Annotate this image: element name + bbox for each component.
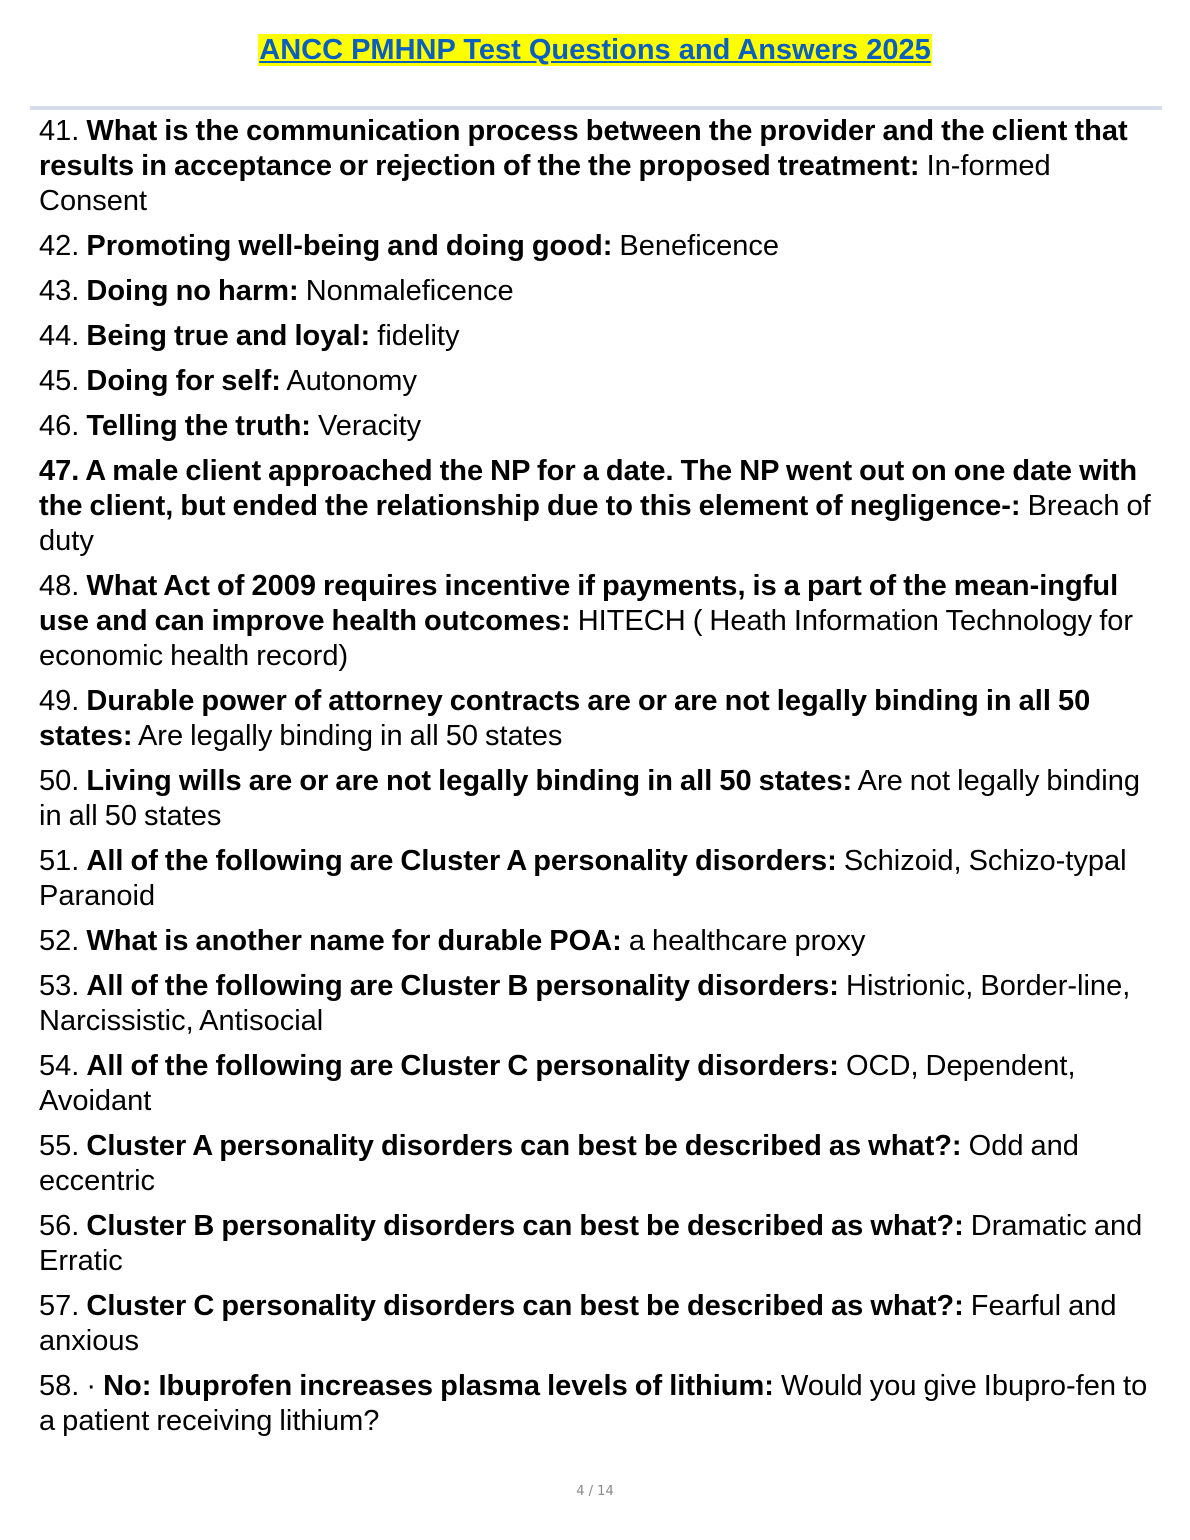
question-text: Being true and loyal: <box>86 320 371 352</box>
question-text: What is another name for durable POA: <box>86 925 622 957</box>
question-text: Living wills are or are not legally binding in all 50 states: <box>86 765 853 797</box>
question-text: Doing no harm: <box>86 275 299 307</box>
answer-text: Would you give Ibupro-fen to a patient receiving lithium? <box>39 1370 1148 1437</box>
qa-item-42 <box>39 229 1155 264</box>
qa-item-48 <box>39 569 1155 674</box>
question-text: What Act of 2009 requires incentive if payments, is a part of the mean-ingful use and can improve health outcomes: <box>39 570 1119 637</box>
item-number: 41. <box>39 115 87 147</box>
answer-text: Fearful and anxious <box>39 1290 1117 1357</box>
item-number: 47. <box>39 455 86 487</box>
item-number: 43. <box>39 275 87 307</box>
item-number: 55. <box>39 1130 87 1162</box>
question-text: All of the following are Cluster C personality disorders: <box>86 1050 839 1082</box>
question-text: Telling the truth: <box>86 410 311 442</box>
question-text: A male client approached the NP for a date. The NP went out on one date with the client, but ended the relationship due to this element of negligence-: <box>39 455 1138 522</box>
item-number: 45. <box>39 365 87 397</box>
question-text: Durable power of attorney contracts are or are not legally binding in all 50 states: <box>39 685 1091 752</box>
item-number: 42. <box>39 230 87 262</box>
item-number: 51. <box>39 845 87 877</box>
item-number: 53. <box>39 970 87 1002</box>
question-text: All of the following are Cluster B personality disorders: <box>86 970 839 1002</box>
answer-text: fidelity <box>370 320 460 352</box>
question-text: Cluster B personality disorders can best be described as what?: <box>86 1210 964 1242</box>
answer-text: Are legally binding in all 50 states <box>132 720 563 752</box>
question-text: Doing for self: <box>86 365 281 397</box>
qa-item-57 <box>39 1289 1155 1359</box>
qa-item-51 <box>39 844 1155 914</box>
item-number: 57. <box>39 1290 87 1322</box>
question-text: What is the communication process between the provider and the client that results in acceptance or rejection of the the proposed treatment: <box>39 115 1128 182</box>
item-number: 50. <box>39 765 87 797</box>
answer-text: a healthcare proxy <box>621 925 866 957</box>
answer-text: In-formed Consent <box>39 150 1051 217</box>
qa-item-44 <box>39 319 1155 354</box>
qa-item-58 <box>39 1369 1155 1439</box>
qa-item-47 <box>39 454 1155 559</box>
answer-text: OCD, Dependent, Avoidant <box>39 1050 1076 1117</box>
item-number: 54. <box>39 1050 87 1082</box>
qa-item-43 <box>39 274 1155 309</box>
question-text: All of the following are Cluster A personality disorders: <box>86 845 837 877</box>
answer-text: Schizoid, Schizo-typal Paranoid <box>39 845 1127 912</box>
qa-item-46 <box>39 409 1155 444</box>
answer-text: Odd and eccentric <box>39 1130 1079 1197</box>
question-text: Cluster A personality disorders can best be described as what?: <box>86 1130 962 1162</box>
item-number: 48. <box>39 570 87 602</box>
answer-text: Breach of duty <box>39 490 1151 557</box>
question-text: Cluster C personality disorders can best be described as what?: <box>86 1290 964 1322</box>
qa-item-50 <box>39 764 1155 834</box>
answer-text: Dramatic and Erratic <box>39 1210 1143 1277</box>
item-number: 46. <box>39 410 87 442</box>
qa-item-53 <box>39 969 1155 1039</box>
answer-text: Veracity <box>310 410 422 442</box>
document-title <box>0 30 1190 70</box>
item-number: 58. · <box>39 1370 104 1402</box>
qa-item-54 <box>39 1049 1155 1119</box>
qa-item-41 <box>39 114 1155 219</box>
header-divider <box>30 106 1162 110</box>
page-indicator: 4 / 14 <box>576 1484 614 1499</box>
answer-text: Histrionic, Border-line, Narcissistic, Antisocial <box>39 970 1131 1037</box>
answer-text: Beneficence <box>612 230 780 262</box>
item-number: 52. <box>39 925 87 957</box>
item-number: 56. <box>39 1210 87 1242</box>
qa-list <box>39 114 1155 1449</box>
item-number: 44. <box>39 320 87 352</box>
qa-item-49 <box>39 684 1155 754</box>
answer-text: Autonomy <box>280 365 417 397</box>
item-number: 49. <box>39 685 87 717</box>
answer-text: HITECH ( Heath Information Technology for economic health record) <box>39 605 1134 672</box>
question-text: No: Ibuprofen increases plasma levels of lithium: <box>103 1370 774 1402</box>
qa-item-56 <box>39 1209 1155 1279</box>
answer-text: Are not legally binding in all 50 states <box>39 765 1140 832</box>
question-text: Promoting well-being and doing good: <box>86 230 613 262</box>
qa-item-45 <box>39 364 1155 399</box>
document-title-link[interactable]: ANCC PMHNP Test Questions and Answers 2025 <box>259 34 931 66</box>
answer-text: Nonmaleficence <box>298 275 514 307</box>
qa-item-52 <box>39 924 1155 959</box>
qa-item-55 <box>39 1129 1155 1199</box>
